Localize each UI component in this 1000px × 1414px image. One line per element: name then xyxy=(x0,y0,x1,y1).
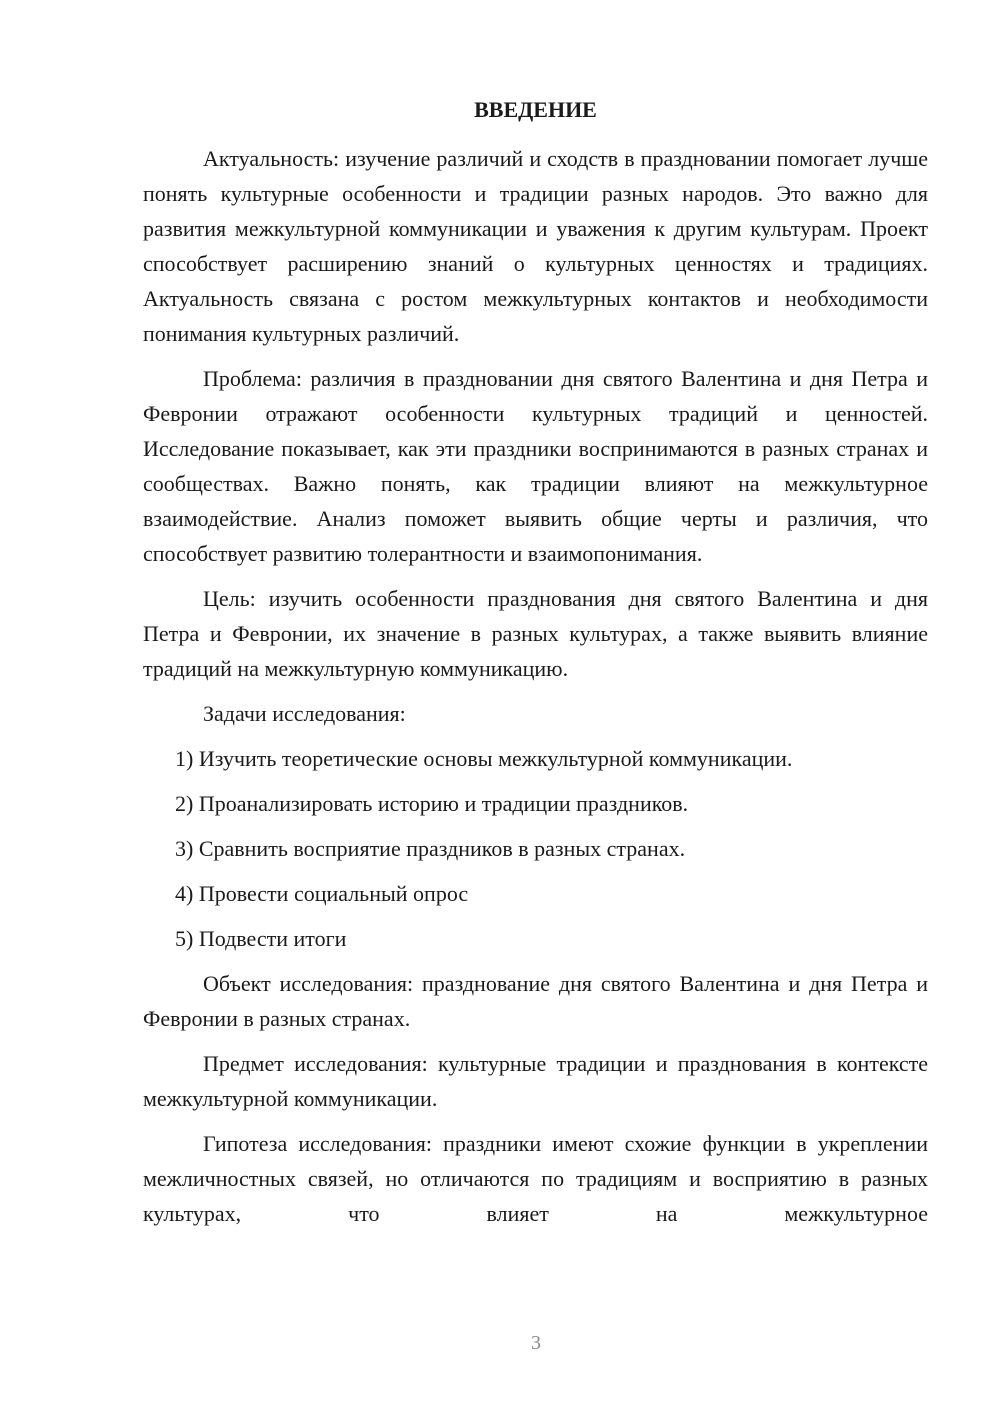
paragraph-goal: Цель: изучить особенности празднования дня святого Валентина и дня Петра и Февронии, их значение в разных культурах, а также выявить влияние традиций на межкультурную коммуникацию. xyxy=(143,586,928,681)
document-page xyxy=(143,95,928,1241)
tasks-list xyxy=(143,741,928,956)
section-title: ВВЕДЕНИЕ xyxy=(474,97,597,122)
tasks-heading: Задачи исследования: xyxy=(203,701,406,726)
list-item: 3) Сравнить восприятие праздников в разных странах. xyxy=(175,836,686,861)
list-item: 5) Подвести итоги xyxy=(175,926,347,951)
list-item: 2) Проанализировать историю и традиции праздников. xyxy=(175,791,689,816)
list-item: 1) Изучить теоретические основы межкультурной коммуникации. xyxy=(175,746,793,771)
paragraph-subject: Предмет исследования: культурные традиции и празднования в контексте межкультурной коммуникации. xyxy=(143,1051,928,1111)
list-item: 4) Провести социальный опрос xyxy=(175,881,469,906)
page-number: 3 xyxy=(531,1332,541,1354)
paragraph-relevance: Актуальность: изучение различий и сходств в праздновании помогает лучше понять культурные особенности и традиции разных народов. Это важно для развития межкультурной коммуникации и уважения к другим культурам. Проект способствует расширению знаний о культурных ценностях и традициях. Актуальность связана с ростом межкультурных контактов и необходимости понимания культурных различий. xyxy=(143,146,928,346)
paragraph-object: Объект исследования: празднование дня святого Валентина и дня Петра и Февронии в разных странах. xyxy=(143,971,928,1031)
paragraph-hypothesis: Гипотеза исследования: праздники имеют схожие функции в укреплении межличностных связей, но отличаются по традициям и восприятию в разных культурах, что влияет на межкультурное xyxy=(143,1131,928,1226)
paragraph-problem: Проблема: различия в праздновании дня святого Валентина и дня Петра и Февронии отражают особенности культурных традиций и ценностей. Исследование показывает, как эти праздники воспринимаются в разных странах и сообществах. Важно понять, как традиции влияют на межкультурное взаимодействие. Анализ поможет выявить общие черты и различия, что способствует развитию толерантности и взаимопонимания. xyxy=(143,366,928,566)
